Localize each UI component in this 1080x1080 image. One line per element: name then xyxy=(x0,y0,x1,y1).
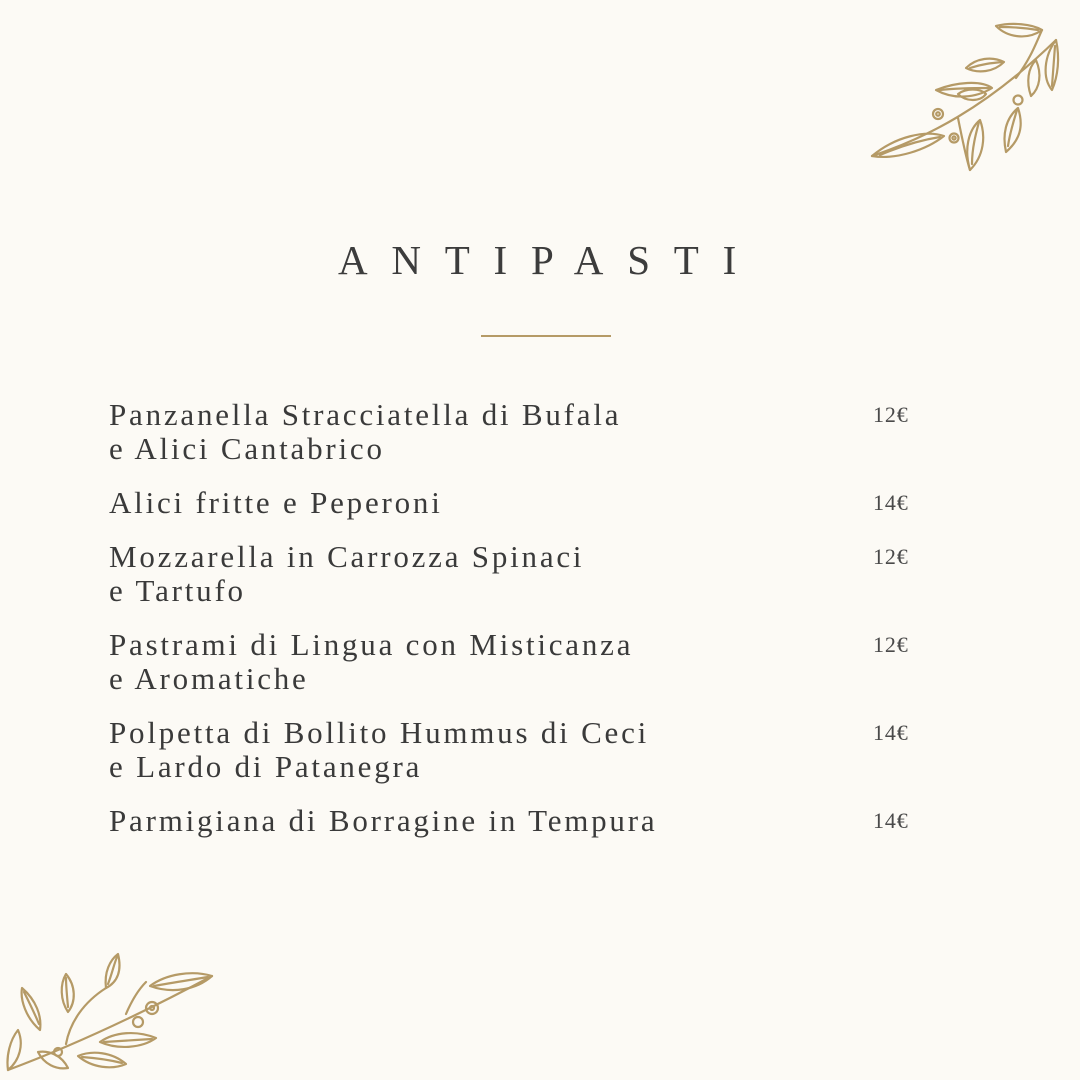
menu-item-name-line2: e Tartufo xyxy=(109,573,246,608)
menu-item-name-line1: Pastrami di Lingua con Misticanza xyxy=(109,627,634,662)
menu-item-name-line2: e Lardo di Patanegra xyxy=(109,749,423,784)
menu-item-name-line1: Polpetta di Bollito Hummus di Ceci xyxy=(109,715,650,750)
menu-item-price: 12€ xyxy=(873,402,909,427)
menu-item-name-line2: e Alici Cantabrico xyxy=(109,431,385,466)
menu-item-name-line1: Panzanella Stracciatella di Bufala xyxy=(109,397,622,432)
olive-branch-icon xyxy=(6,952,216,1080)
olive-branch-icon xyxy=(866,18,1062,178)
menu-list xyxy=(109,398,929,838)
menu-item xyxy=(109,628,929,696)
menu-item-price: 14€ xyxy=(873,808,909,833)
page-title: ANTIPASTI xyxy=(337,237,761,283)
menu-item-name-line2: e Aromatiche xyxy=(109,661,309,696)
menu-item-name-line1: Alici fritte e Peperoni xyxy=(109,485,443,520)
menu-item xyxy=(109,540,929,608)
menu-item xyxy=(109,398,929,466)
menu-item xyxy=(109,804,929,838)
menu-item-price: 12€ xyxy=(873,544,909,569)
menu-item xyxy=(109,716,929,784)
menu-item-price: 14€ xyxy=(873,490,909,515)
menu-item-price: 12€ xyxy=(873,632,909,657)
menu-item-price: 14€ xyxy=(873,720,909,745)
menu-item xyxy=(109,486,929,520)
menu-item-name-line1: Mozzarella in Carrozza Spinaci xyxy=(109,539,585,574)
title-divider xyxy=(481,335,611,337)
menu-item-name-line1: Parmigiana di Borragine in Tempura xyxy=(109,803,658,838)
